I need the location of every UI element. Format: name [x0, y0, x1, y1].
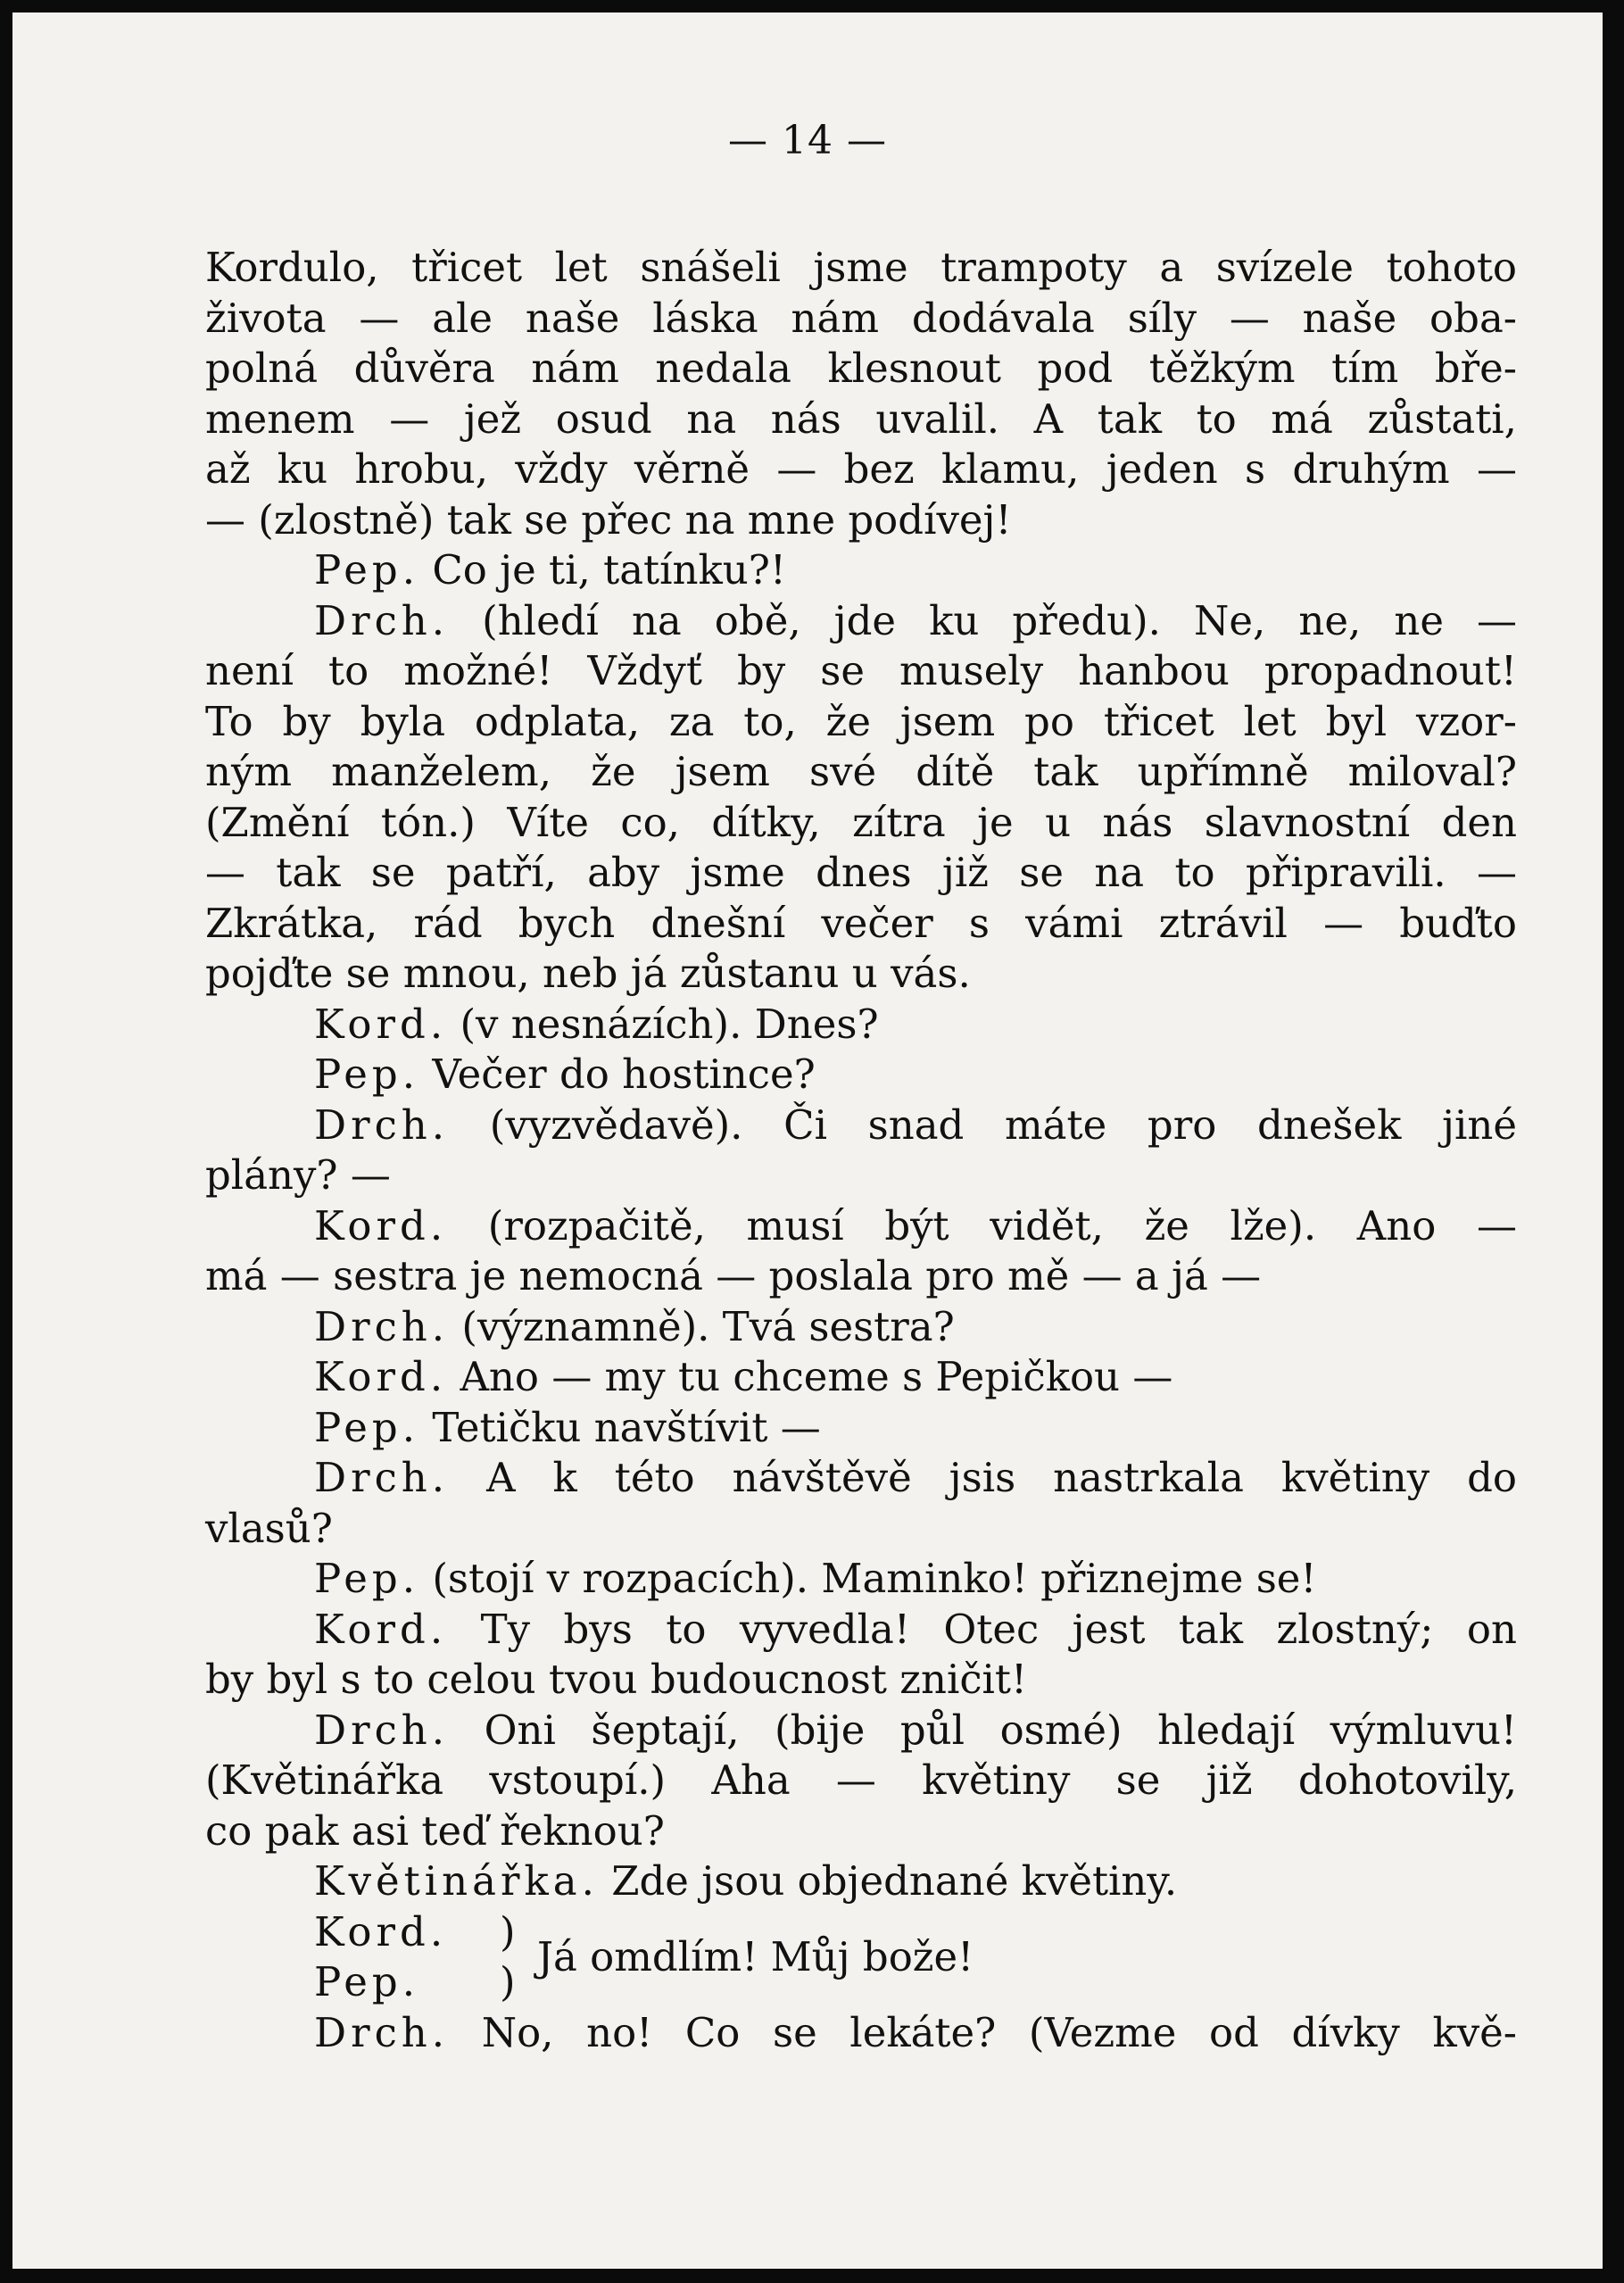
text-line: [205, 1150, 1517, 1201]
line-text: Večer do hostince?: [432, 1050, 816, 1098]
dialogue-line: [205, 2008, 1517, 2059]
line-text: (hledí na obě, jde ku předu). Ne, ne, ne —: [482, 596, 1517, 644]
dialogue-line: [205, 1302, 1517, 1353]
line-text: (Květinářka vstoupí.) Aha — květiny se již dohotovily,: [205, 1756, 1517, 1804]
book-page: [12, 12, 1603, 2269]
line-text: menem — jež osud na nás uvalil. A tak to má zůstati,: [205, 394, 1517, 443]
line-text: — (zlostně) tak se přec na mne podívej!: [205, 495, 1012, 544]
dialogue-line: [205, 1605, 1517, 1656]
line-text: Kordulo, třicet let snášeli jsme trampoty a svízele tohoto: [205, 244, 1517, 291]
line-text: života — ale naše láska nám dodávala síly — naše oba-: [205, 294, 1517, 342]
line-text: ným manželem, že jsem své dítě tak upřímně miloval?: [205, 748, 1517, 795]
line-text: Tetičku navštívit —: [432, 1403, 821, 1451]
speaker-name: Drch.: [314, 2008, 450, 2056]
dialogue-line: [205, 1352, 1517, 1403]
line-text: plány? —: [205, 1151, 391, 1199]
line-text: pojďte se mnou, neb já zůstanu u vás.: [205, 950, 971, 997]
line-text: — tak se patří, aby jsme dnes již se na to připravili. —: [205, 849, 1517, 896]
dialogue-line: [205, 1201, 1517, 1252]
text-line: [205, 1756, 1517, 1806]
line-text: polná důvěra nám nedala klesnout pod těžkým tím bře-: [205, 345, 1517, 392]
text-line: [205, 1655, 1517, 1706]
speaker-name: Drch.: [314, 1454, 450, 1501]
text-line: [205, 1251, 1517, 1302]
text-line: [205, 243, 1517, 294]
text-line: [205, 697, 1517, 748]
line-text: A k této návštěvě jsis nastrkala květiny do: [486, 1454, 1517, 1501]
line-text: Ano — my tu chceme s Pepičkou —: [460, 1353, 1173, 1400]
text-line: [205, 1504, 1517, 1555]
dialogue-line: [205, 1554, 1517, 1605]
line-text: Ty bys to vyvedla! Otec jest tak zlostný; on: [480, 1605, 1517, 1653]
speaker-name: Kord.: [314, 1605, 448, 1653]
text-line: [205, 747, 1517, 798]
text-line: [205, 444, 1517, 495]
line-text: co pak asi teď řeknou?: [205, 1806, 665, 1855]
dialogue-line: [205, 1100, 1517, 1151]
speaker-name: Kord.: [314, 1201, 448, 1249]
speaker-name: Drch.: [314, 1706, 450, 1754]
line-text: má — sestra je nemocná — poslala pro mě — a já —: [205, 1252, 1262, 1299]
speaker-name: Kord.: [314, 1353, 448, 1400]
dialogue-line: [205, 1050, 1517, 1100]
line-text: Zkrátka, rád bych dnešní večer s vámi ztrávil — buďto: [205, 899, 1517, 947]
speaker-name: Pep.: [314, 546, 419, 594]
speaker-name: Kord.: [314, 1907, 448, 1955]
speaker-name: Kord.: [314, 1000, 448, 1048]
line-text: (rozpačitě, musí být vidět, že lže). Ano —: [487, 1201, 1517, 1249]
speaker-name: Drch.: [314, 1100, 450, 1149]
text-line: [205, 1806, 1517, 1857]
line-text: vlasů?: [205, 1504, 333, 1552]
chorus-line: [205, 1907, 1517, 2008]
line-text: (vyzvědavě). Či snad máte pro dnešek jiné: [489, 1100, 1517, 1149]
line-text: To by byla odplata, za to, že jsem po třicet let byl vzor-: [205, 697, 1517, 745]
brace: ): [500, 1907, 516, 1955]
page-number: — 14 —: [728, 118, 887, 163]
text-line: [205, 495, 1517, 546]
line-text: (významně). Tvá sestra?: [461, 1302, 955, 1350]
speaker-name: Pep.: [314, 1957, 419, 2005]
dialogue-line: [205, 1856, 1517, 1907]
speaker-name: Květinářka.: [314, 1857, 599, 1905]
dialogue-line: [205, 1000, 1517, 1050]
play-text: [205, 243, 1517, 2058]
text-line: [205, 344, 1517, 394]
text-line: [205, 294, 1517, 345]
speaker-name: Drch.: [314, 596, 450, 644]
line-text: (Změní tón.) Víte co, dítky, zítra je u nás slavnostní den: [205, 798, 1517, 846]
line-text: (v nesnázích). Dnes?: [460, 1000, 879, 1048]
line-text: No, no! Co se lekáte? (Vezme od dívky kvě-: [481, 2008, 1517, 2056]
text-line: [205, 394, 1517, 445]
line-text: až ku hrobu, vždy věrně — bez klamu, jeden s druhým —: [205, 445, 1517, 493]
line-text: není to možné! Vždyť by se musely hanbou propadnout!: [205, 647, 1517, 694]
text-line: [205, 949, 1517, 1000]
speaker-name: Pep.: [314, 1555, 419, 1602]
text-line: [205, 899, 1517, 950]
line-text: Zde jsou objednané květiny.: [611, 1857, 1178, 1905]
line-text: Oni šeptají, (bije půl osmé) hledají výmluvu!: [484, 1706, 1518, 1754]
brace: ): [500, 1957, 516, 2005]
line-text: by byl s to celou tvou budoucnost zničit!: [205, 1656, 1028, 1703]
text-line: [205, 646, 1517, 697]
line-text: Já omdlím! Můj bože!: [537, 1932, 974, 1980]
text-line: [205, 798, 1517, 849]
dialogue-line: [205, 1453, 1517, 1504]
line-text: (stojí v rozpacích). Maminko! přiznejme se!: [432, 1555, 1317, 1602]
line-text: Co je ti, tatínku?!: [432, 546, 786, 594]
text-line: [205, 848, 1517, 899]
dialogue-line: [205, 1706, 1517, 1756]
speaker-name: Pep.: [314, 1050, 419, 1098]
dialogue-line: [205, 545, 1517, 596]
dialogue-line: [205, 1403, 1517, 1454]
dialogue-line: [205, 596, 1517, 647]
speaker-name: Drch.: [314, 1302, 450, 1350]
speaker-name: Pep.: [314, 1403, 419, 1451]
